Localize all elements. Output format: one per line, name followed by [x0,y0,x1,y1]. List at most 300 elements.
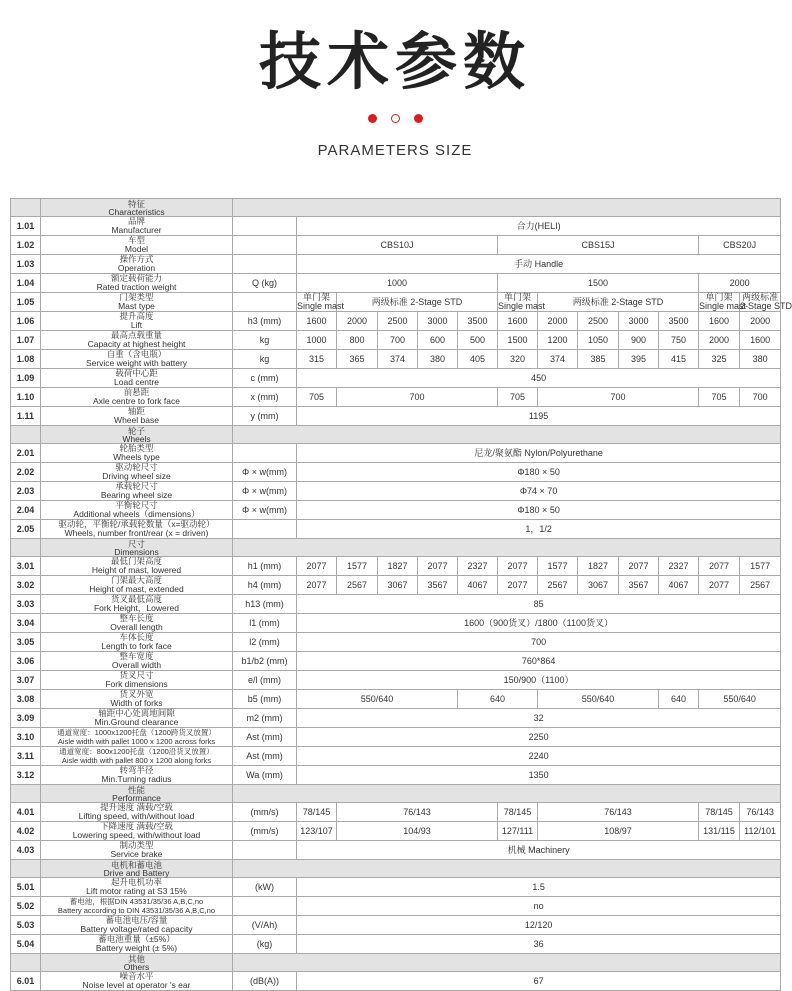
row-number: 3.08 [11,690,41,709]
row-number: 1.04 [11,274,41,293]
cell-text: 单门架 [302,292,330,302]
section-label [41,199,233,217]
label-chinese: 其他 [127,953,145,964]
table-row [11,482,781,501]
table-cell: 2000 [538,312,578,331]
table-cell: 3000 [619,312,659,331]
table-cell: 2500 [378,312,418,331]
table-row [11,935,781,954]
row-unit: Ast (mm) [233,747,297,766]
label-chinese: 整车宽度 [119,651,154,661]
row-label [41,331,233,350]
label-chinese: 提升高度 [119,311,154,321]
table-cell: 450 [297,369,781,388]
table-cell: 123/107 [297,822,337,841]
label-english: Aisle width with pallet 1000 x 1200 across forks [57,737,216,746]
red-dot-icon [414,114,423,123]
table-cell: 320 [498,350,538,369]
table-cell [233,199,781,217]
row-label [41,652,233,671]
row-unit: Φ × w(mm) [233,501,297,520]
table-cell: 374 [378,350,418,369]
label-chinese: 驱动轮，平衡轮/承载轮数量（x=驱动轮） [58,519,215,529]
row-label [41,803,233,822]
label-chinese: 蓄电池电压/容量 [105,915,168,925]
table-row [11,972,781,991]
row-unit [233,841,297,860]
label-english: Bearing wheel size [100,490,173,500]
table-cell: 4067 [458,576,498,595]
section-row [11,199,781,217]
section-label [41,785,233,803]
table-cell: 380 [740,350,781,369]
table-cell: 1500 [498,331,538,350]
label-english: Height of mast, lowered [91,565,182,575]
table-row [11,274,781,293]
section-label [41,426,233,444]
label-english: Wheel base [114,415,159,425]
label-english: Rated traction weight [96,282,177,292]
table-cell: 2327 [659,557,699,576]
table-cell: 640 [659,690,699,709]
label-english: Service brake [110,849,163,859]
table-cell: 104/93 [337,822,498,841]
table-cell: 800 [337,331,378,350]
spec-table [10,198,792,991]
table-cell: 78/145 [699,803,740,822]
table-cell: 1600 [498,312,538,331]
table-cell: 合力(HELI) [297,217,781,236]
table-cell: 3567 [619,576,659,595]
table-row [11,520,781,539]
label-english: Performance [112,792,161,803]
label-english: Manufacturer [111,225,162,235]
table-cell: 112/101 [740,822,781,841]
label-chinese: 特征 [127,198,145,209]
table-cell: 640 [458,690,538,709]
table-cell: 1350 [297,766,781,785]
cell-text: Single mast [297,301,345,311]
label-english: Battery weight (± 5%) [95,943,178,953]
label-english: Fork dimensions [105,679,168,689]
label-chinese: 尺寸 [127,538,145,549]
row-number: 1.01 [11,217,41,236]
table-cell: 1600 [699,312,740,331]
row-unit: h3 (mm) [233,312,297,331]
table-row [11,407,781,426]
section-label [41,860,233,878]
row-number: 3.02 [11,576,41,595]
row-number: 1.11 [11,407,41,426]
table-cell: 1600 [740,331,781,350]
label-chinese: 整车长度 [119,613,154,623]
table-cell: 3067 [578,576,619,595]
table-cell: 500 [458,331,498,350]
table-cell: 700 [337,388,498,407]
table-cell [233,426,781,444]
table-cell: 705 [297,388,337,407]
row-label [41,897,233,916]
row-unit: (kW) [233,878,297,897]
label-english: Characteristics [108,206,165,217]
label-chinese: 车体长度 [119,632,154,642]
table-row [11,557,781,576]
table-row [11,897,781,916]
table-row [11,690,781,709]
table-cell: 1827 [378,557,418,576]
section-label [41,954,233,972]
row-unit: y (mm) [233,407,297,426]
table-cell: 1000 [297,331,337,350]
label-english: Height of mast, extended [89,584,184,594]
table-cell: 2000 [337,312,378,331]
table-cell: Φ74 × 70 [297,482,781,501]
table-cell: 108/97 [538,822,699,841]
table-cell [11,426,41,444]
cell-text: 2-Stage STD [740,301,792,311]
table-cell: 315 [297,350,337,369]
table-cell: 395 [619,350,659,369]
table-cell: 325 [699,350,740,369]
table-cell: 1577 [538,557,578,576]
table-cell: 550/640 [538,690,659,709]
table-cell: no [297,897,781,916]
row-unit: l1 (mm) [233,614,297,633]
table-row [11,331,781,350]
page-subtitle: PARAMETERS SIZE [317,142,473,159]
label-english: Lift [130,320,143,330]
table-cell: 3500 [659,312,699,331]
label-english: Additional wheels（dimensions） [73,509,200,519]
row-label [41,709,233,728]
label-chinese: 承载轮尺寸 [115,481,158,491]
label-chinese: 货叉外宽 [119,689,154,699]
label-chinese: 载荷中心距 [115,368,158,378]
row-label [41,633,233,652]
table-cell: 32 [297,709,781,728]
table-cell: 600 [418,331,458,350]
label-english: Width of forks [110,698,163,708]
row-label [41,728,233,747]
table-cell: 手动 Handle [297,255,781,274]
row-unit: l2 (mm) [233,633,297,652]
label-chinese: 轮子 [127,425,145,436]
table-cell: 1，1/2 [297,520,781,539]
row-label [41,236,233,255]
table-cell: 尼龙/聚氨酯 Nylon/Polyurethane [297,444,781,463]
table-row [11,803,781,822]
table-cell: 1500 [498,274,699,293]
table-cell: 700 [297,633,781,652]
row-number: 3.05 [11,633,41,652]
table-cell: 1.5 [297,878,781,897]
label-english: Operation [117,263,156,273]
table-cell: 1827 [578,557,619,576]
table-cell: 1200 [538,331,578,350]
label-english: Length to fork face [101,641,172,651]
row-unit: h1 (mm) [233,557,297,576]
table-cell [11,199,41,217]
row-number: 3.11 [11,747,41,766]
table-row [11,293,781,312]
row-label [41,822,233,841]
table-row [11,501,781,520]
label-chinese: 起升电机功率 [110,877,162,887]
label-chinese: 蓄电池，根据DIN 43531/35/36 A,B,C,no [69,897,204,906]
row-unit [233,236,297,255]
row-number: 4.03 [11,841,41,860]
row-unit: kg [233,331,297,350]
table-cell: 365 [337,350,378,369]
table-row [11,747,781,766]
row-unit: (mm/s) [233,822,297,841]
row-label [41,595,233,614]
row-number: 1.05 [11,293,41,312]
label-english: Overall width [111,660,162,670]
table-row [11,255,781,274]
table-cell: 12/120 [297,916,781,935]
table-row [11,463,781,482]
label-chinese: 货叉最低高度 [110,594,162,604]
row-label [41,501,233,520]
label-chinese: 最高点载重量 [110,330,162,340]
cell-text: 单门架 [503,292,531,302]
row-label [41,293,233,312]
table-row [11,217,781,236]
row-unit: (dB(A)) [233,972,297,991]
label-chinese: 电机和蓄电池 [110,859,162,870]
row-label [41,520,233,539]
table-cell: 385 [578,350,619,369]
label-english: Fork Height，Lowered [93,603,180,613]
row-unit: (V/Ah) [233,916,297,935]
row-number: 1.03 [11,255,41,274]
row-number: 2.01 [11,444,41,463]
section-row [11,539,781,557]
row-label [41,614,233,633]
row-number: 1.08 [11,350,41,369]
table-cell: 67 [297,972,781,991]
label-english: Axle centre to fork face [93,396,180,406]
table-cell: 85 [297,595,781,614]
label-english: Others [123,961,150,972]
row-number: 3.03 [11,595,41,614]
label-english: Wheels type [113,452,160,462]
label-chinese: 前悬距 [123,387,150,397]
label-chinese: 平衡轮尺寸 [115,500,158,510]
table-cell [233,785,781,803]
page-title: 技术参数 [258,25,531,98]
table-cell: 两级标准 2-Stage STD [538,293,699,312]
row-label [41,274,233,293]
table-cell: 900 [619,331,659,350]
section-row [11,954,781,972]
row-unit [233,255,297,274]
row-number: 1.10 [11,388,41,407]
row-number: 3.10 [11,728,41,747]
row-unit: h13 (mm) [233,595,297,614]
row-unit: (kg) [233,935,297,954]
row-label [41,972,233,991]
table-row [11,822,781,841]
table-cell: 700 [740,388,781,407]
table-cell: 2567 [538,576,578,595]
table-row [11,236,781,255]
label-english: Min.Turning radius [101,774,172,784]
cell-text: Single mast [498,301,546,311]
table-cell: 2240 [297,747,781,766]
row-number: 3.04 [11,614,41,633]
table-cell: Φ180 × 50 [297,501,781,520]
row-label [41,878,233,897]
table-cell: 1577 [337,557,378,576]
table-cell: 2077 [699,557,740,576]
label-chinese: 货叉尺寸 [119,670,154,680]
table-cell: 127/111 [498,822,538,841]
row-label [41,350,233,369]
label-chinese: 轴距 [127,406,145,416]
table-row [11,369,781,388]
label-chinese: 车型 [127,235,145,245]
table-row [11,728,781,747]
label-chinese: 轮胎类型 [119,443,154,453]
table-row [11,841,781,860]
section-label [41,539,233,557]
table-row [11,388,781,407]
table-row [11,595,781,614]
label-chinese: 下降速度 满载/空载 [100,821,173,831]
table-cell: 2327 [458,557,498,576]
table-cell: 1600 [297,312,337,331]
label-chinese: 通道宽度：800x1200托盘（1200沿货叉放置） [59,747,214,756]
table-cell: 1000 [297,274,498,293]
row-number: 3.09 [11,709,41,728]
table-cell: 2077 [297,557,337,576]
table-cell: 76/143 [740,803,781,822]
table-cell: 3567 [418,576,458,595]
table-cell: 2567 [337,576,378,595]
table-cell: 78/145 [498,803,538,822]
table-cell: 705 [498,388,538,407]
label-chinese: 提升速度 满载/空载 [100,802,173,812]
row-label [41,916,233,935]
table-row [11,576,781,595]
table-cell [297,292,345,312]
table-cell: 78/145 [297,803,337,822]
label-chinese: 驱动轮尺寸 [115,462,158,472]
label-chinese: 转弯半径 [119,765,154,775]
table-cell: 2000 [699,331,740,350]
table-cell: 380 [418,350,458,369]
table-row [11,312,781,331]
table-cell: 两级标准 2-Stage STD [337,293,498,312]
table-row [11,916,781,935]
table-cell: 1577 [740,557,781,576]
table-row [11,709,781,728]
table-cell: CBS15J [498,236,699,255]
table-cell: 405 [458,350,498,369]
label-chinese: 制动类型 [119,840,154,850]
row-unit [233,217,297,236]
table-cell: CBS10J [297,236,498,255]
red-dot-icon [368,114,377,123]
label-chinese: 性能 [127,784,145,795]
row-label [41,841,233,860]
label-english: Wheels, number front/rear (x = driven) [64,528,209,538]
table-cell: 550/640 [699,690,781,709]
row-label [41,312,233,331]
table-cell: 2077 [418,557,458,576]
table-cell: 750 [659,331,699,350]
row-number: 5.04 [11,935,41,954]
row-number: 1.02 [11,236,41,255]
table-cell: CBS20J [699,236,781,255]
label-chinese: 噪音水平 [119,971,154,981]
table-cell: 700 [538,388,699,407]
row-number: 4.02 [11,822,41,841]
row-label [41,444,233,463]
label-english: Mast type [118,301,155,311]
decorative-dots [0,114,790,123]
label-chinese: 通道宽度：1000x1200托盘（1200跨货叉放置） [57,728,216,737]
row-number: 1.07 [11,331,41,350]
table-cell: 2077 [498,557,538,576]
label-chinese: 门架类型 [119,292,154,302]
row-number: 1.06 [11,312,41,331]
row-label [41,747,233,766]
label-english: Load centre [114,377,159,387]
table-cell: 2077 [619,557,659,576]
table-cell: 2500 [578,312,619,331]
label-english: Min.Ground clearance [94,717,179,727]
row-unit: Wa (mm) [233,766,297,785]
row-number: 3.06 [11,652,41,671]
table-cell: 760*864 [297,652,781,671]
row-unit: Q (kg) [233,274,297,293]
row-unit: b1/b2 (mm) [233,652,297,671]
table-cell: 150/900（1100） [297,671,781,690]
row-unit: Ast (mm) [233,728,297,747]
table-cell: 36 [297,935,781,954]
label-english: Service weight with battery [85,358,188,368]
table-cell: 76/143 [337,803,498,822]
row-label [41,935,233,954]
row-unit: x (mm) [233,388,297,407]
table-row [11,350,781,369]
row-number: 3.12 [11,766,41,785]
row-unit: c (mm) [233,369,297,388]
cell-text: 单门架 [705,292,733,302]
row-number: 5.03 [11,916,41,935]
page-header [0,0,790,195]
table-cell: 2077 [297,576,337,595]
row-number: 6.01 [11,972,41,991]
row-label [41,388,233,407]
row-label [41,557,233,576]
table-cell: 374 [538,350,578,369]
table-cell: 415 [659,350,699,369]
label-chinese: 轴距中心处离地间隙 [98,708,175,718]
row-number: 2.03 [11,482,41,501]
label-english: Lifting speed, with/without load [78,811,195,821]
row-unit: kg [233,350,297,369]
table-row [11,652,781,671]
table-cell [11,954,41,972]
table-cell: 76/143 [538,803,699,822]
row-number: 3.01 [11,557,41,576]
table-cell [233,539,781,557]
row-label [41,766,233,785]
